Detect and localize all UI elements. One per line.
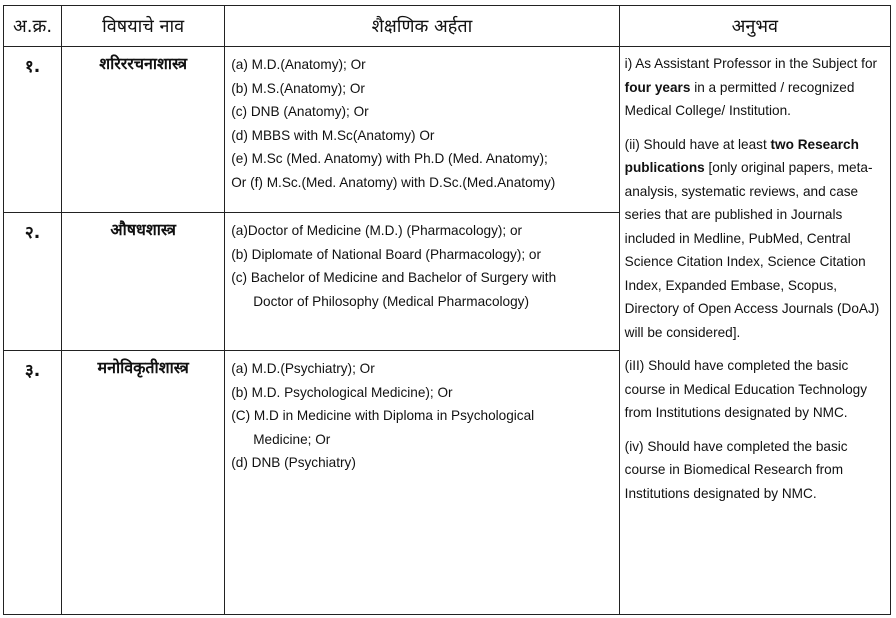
qualification-line: (a) M.D.(Anatomy); Or <box>231 57 366 72</box>
subject-cell: औषधशास्त्र <box>62 213 225 351</box>
qualification-line: (b) M.S.(Anatomy); Or <box>231 80 365 96</box>
qualification-line: Doctor of Philosophy (Medical Pharmacology) <box>253 293 530 309</box>
qualification-line: (e) M.Sc (Med. Anatomy) with Ph.D (Med. Anatomy); <box>231 151 548 166</box>
serial-cell: २. <box>4 213 62 351</box>
header-serial: अ.क्र. <box>4 6 62 47</box>
table-header-row <box>4 6 891 47</box>
subject-cell: मनोविकृतीशास्त्र <box>62 351 225 615</box>
qualification-line: (a) M.D.(Psychiatry); Or <box>231 361 375 376</box>
header-experience: अनुभव <box>619 6 890 47</box>
experience-item-4: (iv) Should have completed the basic course in Biomedical Research from Institutions designated by NMC. <box>624 438 848 501</box>
qualification-line: (b) M.D. Psychological Medicine); Or <box>231 384 453 400</box>
experience-item-3: (iII) Should have completed the basic course in Medical Education Technology from Institutions designated by NMC. <box>624 358 867 420</box>
header-qualification: शैक्षणिक अर्हता <box>225 6 619 47</box>
experience-cell <box>619 47 890 615</box>
qualification-line: (C) M.D in Medicine with Diploma in Psychological <box>231 408 535 423</box>
qualification-cell <box>225 351 619 615</box>
serial-cell: ३. <box>4 351 62 615</box>
qualification-line: (d) MBBS with M.Sc(Anatomy) Or <box>231 127 435 143</box>
table-row <box>4 47 891 213</box>
subject-cell: शरिररचनाशास्त्र <box>62 47 225 213</box>
qualification-line: (b) Diplomate of National Board (Pharmacology); or <box>231 246 542 262</box>
serial-cell: १. <box>4 47 62 213</box>
qualification-line: Or (f) M.Sc.(Med. Anatomy) with D.Sc.(Med.Anatomy) <box>231 174 556 190</box>
qualification-cell <box>225 47 619 213</box>
eligibility-table <box>3 5 891 615</box>
qualification-cell <box>225 213 619 351</box>
header-subject: विषयाचे नाव <box>62 6 225 47</box>
qualification-line: Medicine; Or <box>253 431 331 447</box>
experience-item-2: (ii) Should have at least two Research publications [only original papers, meta-analysis, systematic reviews, and case series that are published in Journals included in Medline, PubMed, Central Science Citation Index, Science Citation Index, Expanded Embase, Scopus, Directory of Open Access Journals (DoAJ) will be considered]. <box>624 136 880 340</box>
qualification-line: (d) DNB (Psychiatry) <box>231 455 356 470</box>
eligibility-table-wrapper <box>3 5 891 615</box>
experience-item-1: i) As Assistant Professor in the Subject for four years in a permitted / recognized Medical College/ Institution. <box>624 56 878 118</box>
qualification-line: (a)Doctor of Medicine (M.D.) (Pharmacology); or <box>231 223 523 238</box>
qualification-line: (c) DNB (Anatomy); Or <box>231 104 369 119</box>
qualification-line: (c) Bachelor of Medicine and Bachelor of Surgery with <box>231 270 557 285</box>
